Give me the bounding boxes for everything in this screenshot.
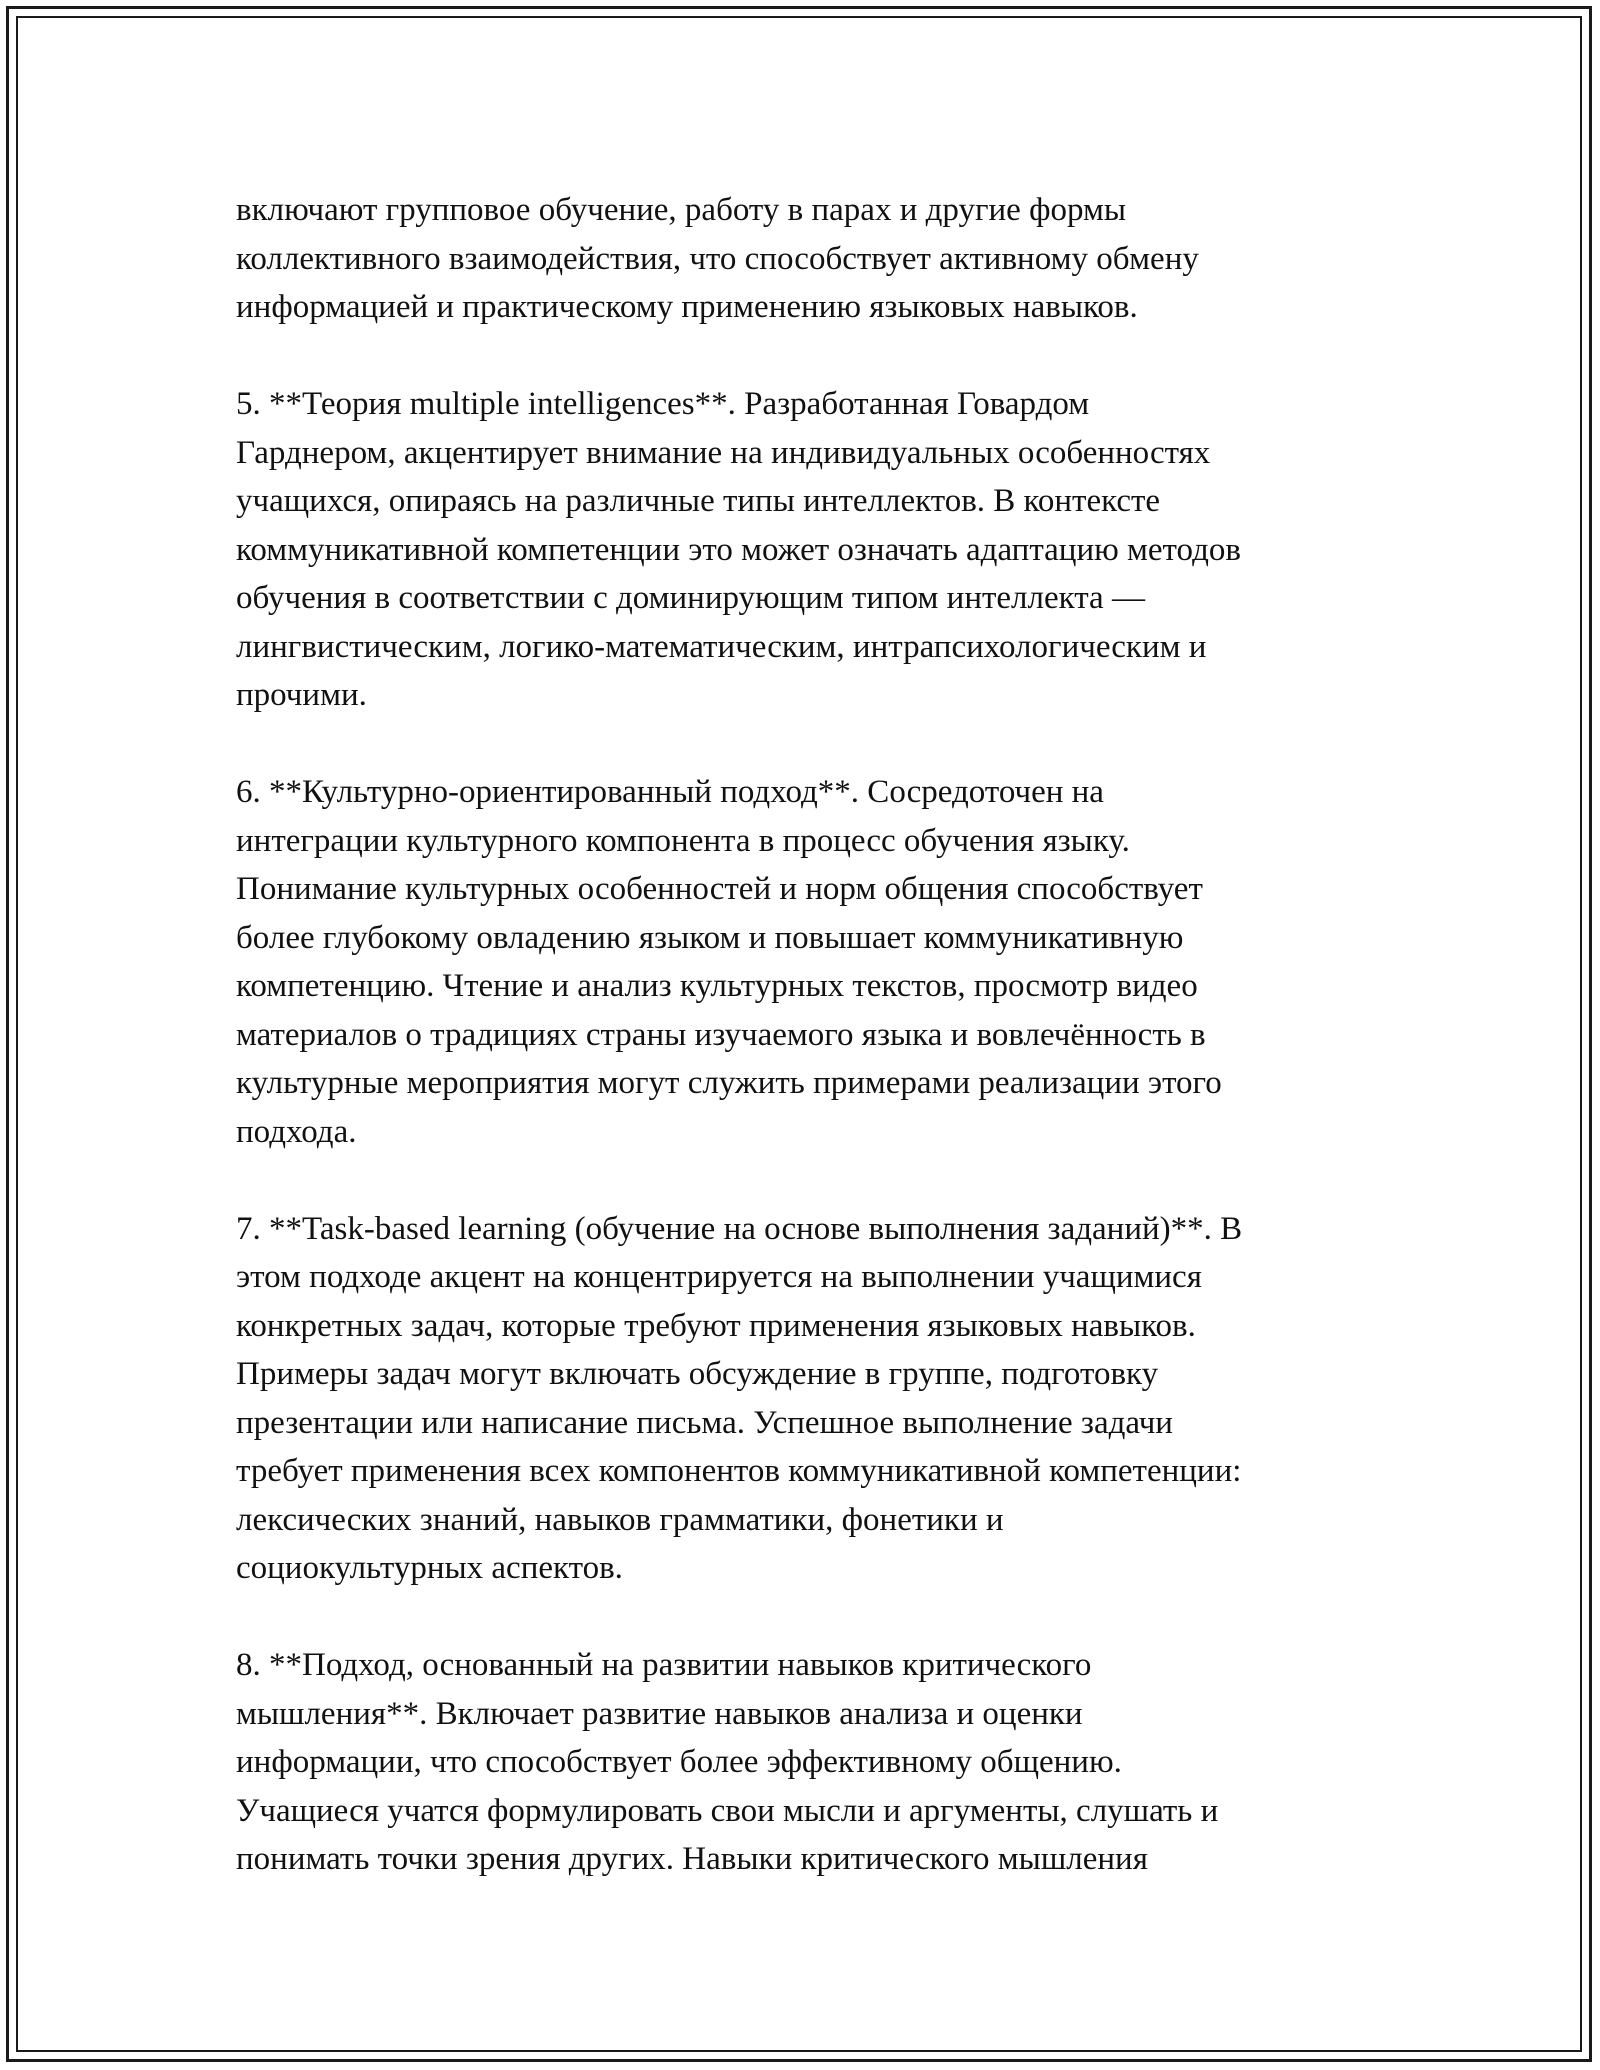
paragraph-continuation: включают групповое обучение, работу в парах и другие формы коллективного взаимодействия, что способствует активному обмену информацией и практическому применению языковых навыков.	[236, 192, 1199, 325]
paragraph-item-6: 6. **Культурно-ориентированный подход**. Сосредоточен на интеграции культурного компонента в процесс обучения языку. Понимание культурных особенностей и норм общения способствует более глубокому овладению языком и повышает коммуникативную компетенцию. Чтение и анализ культурных текстов, просмотр видео материалов о традициях страны изучаемого языка и вовлечённость в культурные мероприятия могут служить примерами реализации этого подхода.	[236, 774, 1222, 1150]
paragraph-item-7: 7. **Task-based learning (обучение на основе выполнения заданий)**. В этом подходе акцент на концентрируется на выполнении учащимися конкретных задач, которые требуют применения языковых навыков. Примеры задач могут включать обсуждение в группе, подготовку презентации или написание письма. Успешное выполнение задачи требует применения всех компонентов коммуникативной компетенции: лексических знаний, навыков грамматики, фонетики и социокультурных аспектов.	[236, 1210, 1243, 1586]
paragraph-item-8: 8. **Подход, основанный на развитии навыков критического мышления**. Включает развитие навыков анализа и оценки информации, что способствует более эффективному общению. Учащиеся учатся формулировать свои мысли и аргументы, слушать и понимать точки зрения других. Навыки критического мышления	[236, 1647, 1219, 1877]
paragraph-item-5: 5. **Теория multiple intelligences**. Разработанная Говардом Гарднером, акцентирует внимание на индивидуальных особенностях учащихся, опираясь на различные типы интеллектов. В контексте коммуникативной компетенции это может означать адаптацию методов обучения в соответствии с доминирующим типом интеллекта — лингвистическим, логико-математическим, интрапсихологическим и прочими.	[236, 386, 1241, 713]
document-body	[236, 186, 1396, 1884]
